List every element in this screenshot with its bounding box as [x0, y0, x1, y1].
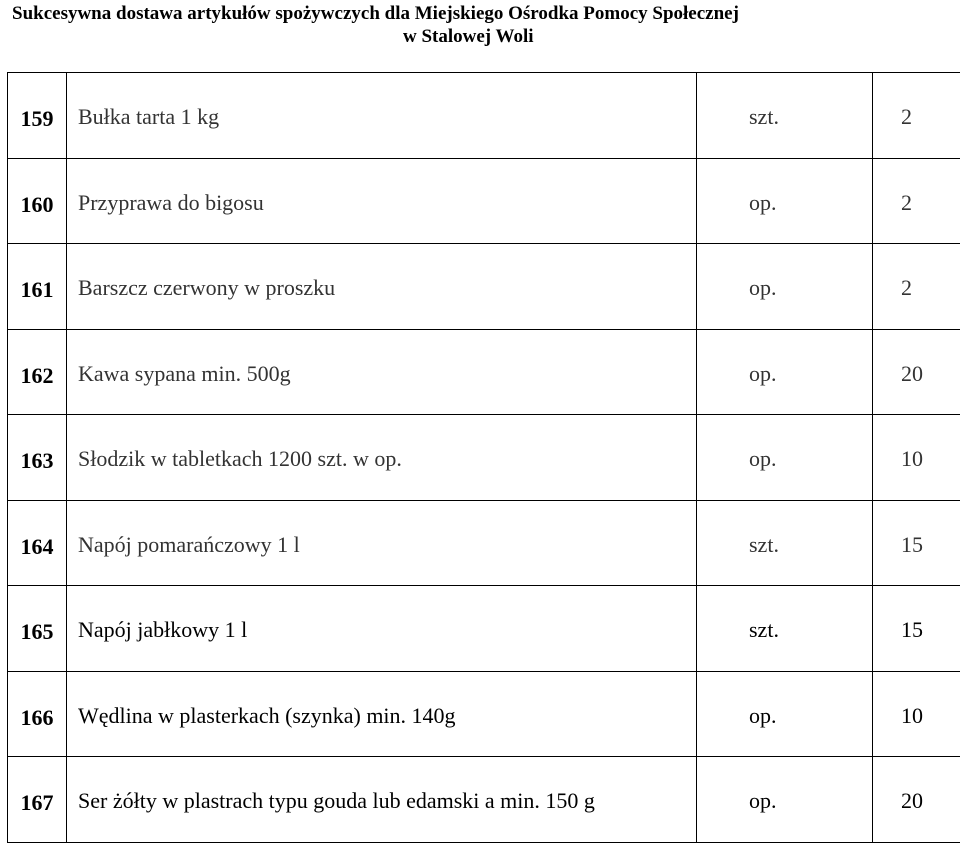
- item-quantity: 15: [873, 586, 960, 672]
- item-name: Barszcz czerwony w proszku: [67, 244, 697, 330]
- table-row: [8, 500, 960, 586]
- table-row: [8, 329, 960, 415]
- item-quantity: 15: [873, 500, 960, 586]
- item-unit: op.: [697, 158, 873, 244]
- item-name: Bułka tarta 1 kg: [67, 73, 697, 159]
- item-unit: op.: [697, 671, 873, 757]
- table-row: [8, 158, 960, 244]
- item-number: 159: [8, 73, 67, 159]
- item-number: 162: [8, 329, 67, 415]
- item-name: Wędlina w plasterkach (szynka) min. 140g: [67, 671, 697, 757]
- item-number: 163: [8, 415, 67, 501]
- item-quantity: 10: [873, 671, 960, 757]
- item-unit: szt.: [697, 586, 873, 672]
- item-name: Napój jabłkowy 1 l: [67, 586, 697, 672]
- table-row: [8, 415, 960, 501]
- item-name: Przyprawa do bigosu: [67, 158, 697, 244]
- item-unit: szt.: [697, 500, 873, 586]
- table-row: [8, 244, 960, 330]
- item-name: Ser żółty w plastrach typu gouda lub edamski a min. 150 g: [67, 757, 697, 843]
- items-table: [7, 72, 960, 843]
- item-number: 167: [8, 757, 67, 843]
- item-number: 161: [8, 244, 67, 330]
- item-unit: op.: [697, 757, 873, 843]
- item-quantity: 10: [873, 415, 960, 501]
- table-row: [8, 586, 960, 672]
- document-header: [0, 0, 960, 74]
- table-row: [8, 757, 960, 843]
- item-unit: op.: [697, 244, 873, 330]
- table-row: [8, 73, 960, 159]
- item-number: 164: [8, 500, 67, 586]
- item-unit: op.: [697, 329, 873, 415]
- item-number: 166: [8, 671, 67, 757]
- item-quantity: 2: [873, 73, 960, 159]
- item-name: Napój pomarańczowy 1 l: [67, 500, 697, 586]
- item-unit: op.: [697, 415, 873, 501]
- item-name: Kawa sypana min. 500g: [67, 329, 697, 415]
- item-quantity: 2: [873, 244, 960, 330]
- document-title-line-2: w Stalowej Woli: [0, 25, 960, 48]
- item-quantity: 2: [873, 158, 960, 244]
- document-title-line-1: Sukcesywna dostawa artykułów spożywczych dla Miejskiego Ośrodka Pomocy Społecznej: [0, 2, 960, 25]
- item-number: 160: [8, 158, 67, 244]
- item-unit: szt.: [697, 73, 873, 159]
- item-quantity: 20: [873, 757, 960, 843]
- item-name: Słodzik w tabletkach 1200 szt. w op.: [67, 415, 697, 501]
- item-number: 165: [8, 586, 67, 672]
- table-row: [8, 671, 960, 757]
- item-quantity: 20: [873, 329, 960, 415]
